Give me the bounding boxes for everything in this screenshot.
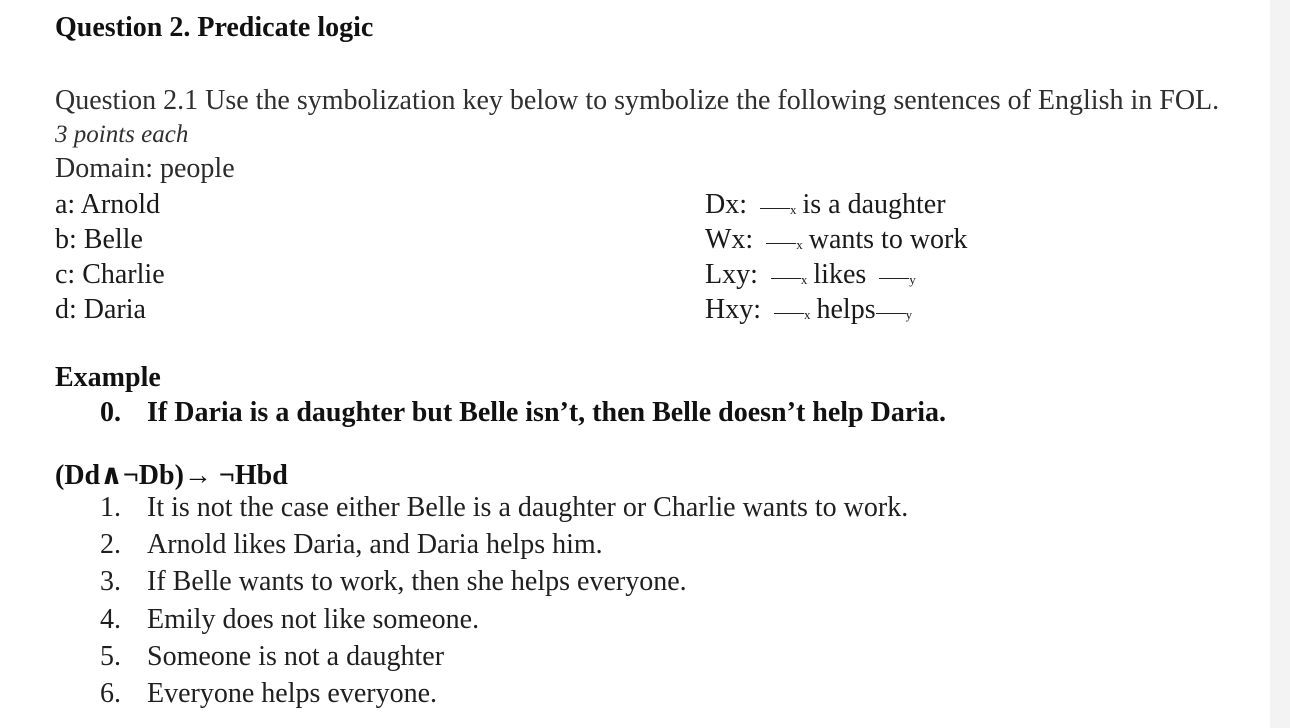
predicate-text: is a daughter [802, 189, 946, 220]
constant-item: b: Belle [55, 224, 143, 255]
item-number: 2. [100, 529, 121, 561]
item-text: Someone is not a daughter [147, 640, 445, 672]
list-item [100, 492, 908, 529]
predicate-item [705, 187, 967, 222]
blank-line [879, 278, 909, 279]
subscript: x [800, 272, 808, 288]
predicate-item [705, 257, 967, 292]
question-list [100, 492, 908, 715]
item-text: Emily does not like someone. [147, 603, 480, 635]
points-note: 3 points each [55, 121, 189, 148]
item-text: If Belle wants to work, then she helps everyone. [147, 566, 687, 598]
blank-line [771, 278, 801, 279]
predicate-text: likes [813, 259, 867, 290]
predicate-item [705, 292, 967, 327]
blank-line [774, 313, 804, 314]
blank-line [760, 208, 790, 209]
predicate-symbol: Dx: [705, 189, 747, 220]
example-number: 0. [100, 397, 121, 428]
subscript: y [909, 272, 916, 288]
item-number: 4. [100, 603, 121, 635]
question-2-1-prompt [55, 84, 1235, 151]
constant-item: a: Arnold [55, 189, 160, 220]
predicate-symbol: Lxy: [705, 259, 758, 290]
predicates-key [705, 187, 967, 327]
example-formula: (Dd∧¬Db)→ ¬Hbd [55, 460, 288, 491]
blank-line [876, 313, 906, 314]
item-text: Arnold likes Daria, and Daria helps him. [147, 529, 603, 561]
item-number: 3. [100, 566, 121, 598]
subscript: x [796, 237, 803, 253]
predicate-text: helps [816, 294, 876, 325]
predicate-item [705, 222, 967, 257]
page-margin [1270, 0, 1290, 728]
subscript: x [790, 202, 797, 218]
blank-line [766, 243, 796, 244]
item-text: Everyone helps everyone. [147, 677, 437, 709]
item-number: 6. [100, 677, 121, 709]
item-number: 1. [100, 492, 121, 523]
subscript: y [905, 307, 913, 323]
domain-line: Domain: people [55, 153, 235, 184]
section-heading: Question 2. Predicate logic [55, 12, 374, 43]
item-text: It is not the case either Belle is a daughter or Charlie wants to work. [147, 492, 909, 523]
subscript: x [804, 307, 811, 323]
list-item [100, 641, 908, 678]
predicate-symbol: Hxy: [705, 294, 761, 325]
item-number: 5. [100, 640, 121, 672]
constant-item: c: Charlie [55, 259, 165, 290]
question-prompt-text: Question 2.1 Use the symbolization key below to symbolize the following sentences of English in FOL. [55, 85, 1220, 116]
list-item [100, 566, 908, 603]
constants-key [55, 187, 165, 327]
example-heading: Example [55, 362, 161, 393]
example-sentence: If Daria is a daughter but Belle isn’t, then Belle doesn’t help Daria. [147, 397, 947, 428]
list-item [100, 604, 908, 641]
predicate-text: wants to work [808, 224, 968, 255]
predicate-symbol: Wx: [705, 224, 754, 255]
list-item [100, 529, 908, 566]
list-item [100, 678, 908, 715]
constant-item: d: Daria [55, 294, 146, 325]
